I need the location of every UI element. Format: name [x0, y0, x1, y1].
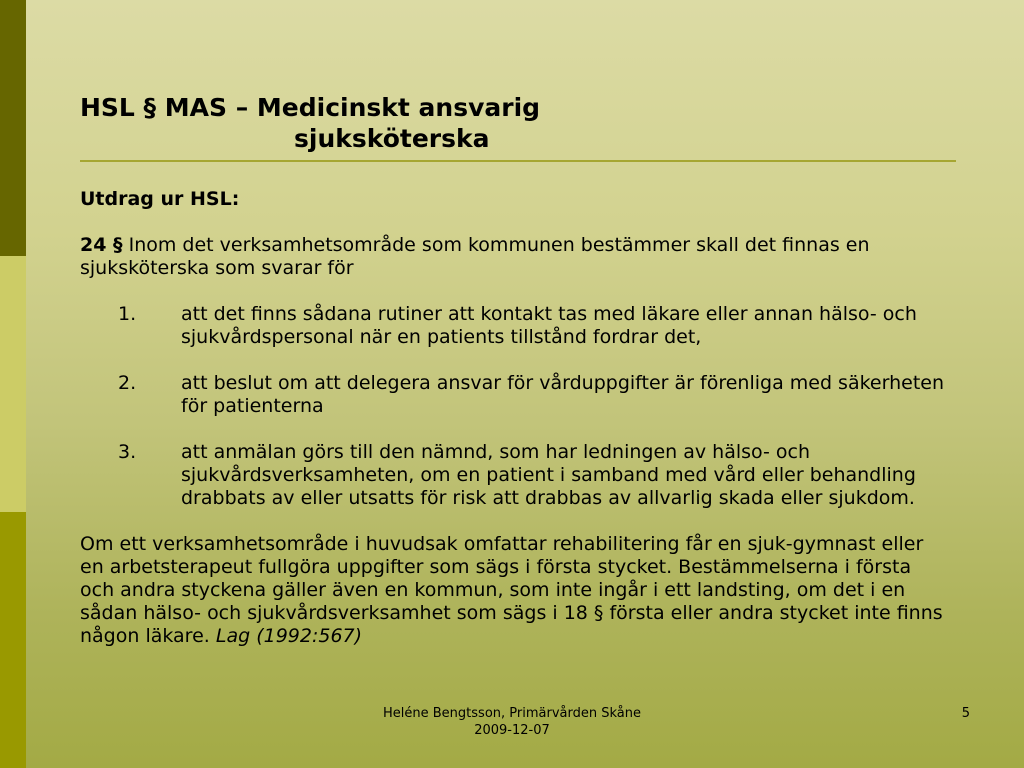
decor-bar-middle [0, 256, 26, 512]
title-divider [80, 160, 956, 162]
paragraph-text: Inom det verksamhetsområde som kommunen bestämmer skall det finnas en sjuksköterska som svarar för [80, 234, 870, 279]
slide-title [80, 92, 540, 154]
footer-date: 2009-12-07 [474, 723, 550, 738]
list-item-text: att beslut om att delegera ansvar för vårduppgifter är förenliga med säkerheten för patienterna [181, 372, 944, 417]
slide-body [80, 188, 950, 648]
paragraph-label: 24 § [80, 234, 123, 256]
list-item [80, 303, 950, 349]
paragraph-24 [80, 234, 950, 280]
list-item-text: att det finns sådana rutiner att kontakt tas med läkare eller annan hälso- och sjukvårdspersonal när en patients tillstånd fordrar det, [181, 303, 917, 348]
page-number: 5 [961, 706, 970, 721]
title-line-1: HSL § MAS – Medicinskt ansvarig [80, 93, 541, 122]
numbered-list [80, 303, 950, 510]
list-item-number: 3. [118, 441, 137, 463]
footer [300, 705, 724, 739]
list-item [80, 372, 950, 418]
subheading: Utdrag ur HSL: [80, 188, 240, 210]
closing-text: Om ett verksamhetsområde i huvudsak omfattar rehabilitering får en sjuk-gymnast eller en arbetsterapeut fullgöra uppgifter som sägs i första stycket. Bestämmelserna i första och andra styckena gäller även en kommun, som inte ingår i ett landsting, om det i en sådan hälso- och sjukvårdsverksamhet som sägs i 18 § första eller andra stycket inte finns någon läkare. [80, 533, 943, 647]
list-item-number: 2. [118, 372, 137, 394]
decor-bar-top [0, 0, 26, 256]
title-line-2: sjuksköterska [294, 124, 490, 153]
closing-paragraph [80, 533, 950, 648]
footer-author: Heléne Bengtsson, Primärvården Skåne [383, 706, 641, 721]
decor-bar-bottom [0, 512, 26, 768]
list-item-text: att anmälan görs till den nämnd, som har ledningen av hälso- och sjukvårdsverksamheten, om en patient i samband med vård eller behandling drabbats av eller utsatts för risk att drabbas av allvarlig skada eller sjukdom. [181, 441, 916, 509]
list-item [80, 441, 950, 510]
list-item-number: 1. [118, 303, 137, 325]
law-reference: Lag (1992:567) [215, 625, 363, 647]
